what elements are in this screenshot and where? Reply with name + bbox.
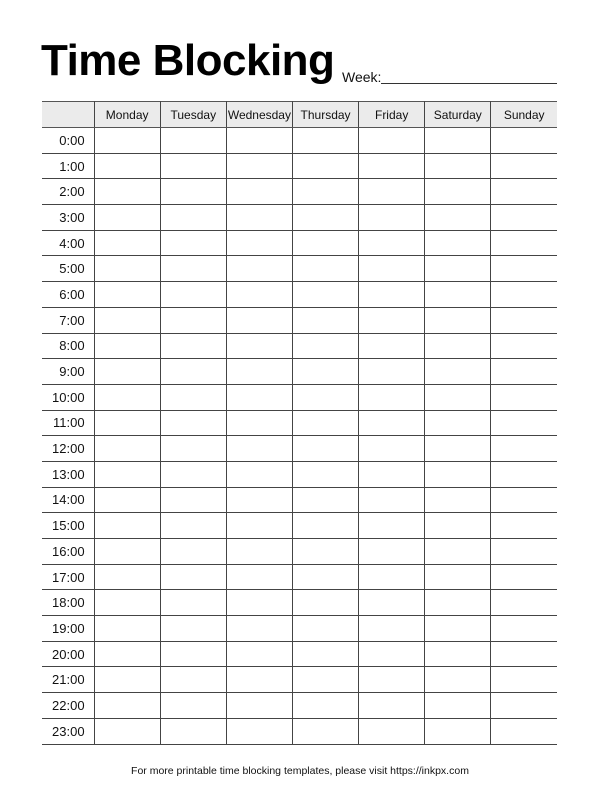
time-slot-thursday[interactable] (292, 230, 358, 256)
hour-label: 23:00 (42, 718, 94, 744)
hour-label: 0:00 (42, 128, 94, 154)
hour-label: 1:00 (42, 153, 94, 179)
hour-label: 2:00 (42, 179, 94, 205)
time-slot-sunday[interactable] (491, 205, 557, 231)
time-slot-friday[interactable] (359, 282, 425, 308)
time-slot-sunday[interactable] (491, 230, 557, 256)
hour-row (42, 307, 557, 333)
time-slot-friday[interactable] (359, 359, 425, 385)
hour-label: 17:00 (42, 564, 94, 590)
time-slot-monday[interactable] (94, 590, 160, 616)
time-slot-thursday[interactable] (292, 564, 358, 590)
day-header-saturday: Saturday (425, 102, 491, 128)
time-slot-saturday[interactable] (425, 616, 491, 642)
hour-row (42, 436, 557, 462)
hour-label: 14:00 (42, 487, 94, 513)
time-slot-wednesday[interactable] (226, 179, 292, 205)
time-slot-tuesday[interactable] (160, 461, 226, 487)
time-slot-friday[interactable] (359, 384, 425, 410)
time-slot-monday[interactable] (94, 461, 160, 487)
time-slot-monday[interactable] (94, 667, 160, 693)
hour-label: 6:00 (42, 282, 94, 308)
time-slot-friday[interactable] (359, 513, 425, 539)
time-slot-sunday[interactable] (491, 461, 557, 487)
page-title: Time Blocking (41, 36, 335, 85)
time-slot-monday[interactable] (94, 693, 160, 719)
time-slot-friday[interactable] (359, 256, 425, 282)
time-slot-saturday[interactable] (425, 590, 491, 616)
time-slot-wednesday[interactable] (226, 718, 292, 744)
time-slot-friday[interactable] (359, 230, 425, 256)
time-slot-thursday[interactable] (292, 410, 358, 436)
hour-row (42, 590, 557, 616)
time-slot-monday[interactable] (94, 128, 160, 154)
time-slot-saturday[interactable] (425, 384, 491, 410)
time-slot-thursday[interactable] (292, 384, 358, 410)
time-slot-thursday[interactable] (292, 307, 358, 333)
time-slot-friday[interactable] (359, 307, 425, 333)
time-slot-saturday[interactable] (425, 153, 491, 179)
time-slot-monday[interactable] (94, 333, 160, 359)
time-slot-sunday[interactable] (491, 539, 557, 565)
time-slot-tuesday[interactable] (160, 359, 226, 385)
time-slot-sunday[interactable] (491, 333, 557, 359)
time-slot-tuesday[interactable] (160, 307, 226, 333)
time-slot-saturday[interactable] (425, 230, 491, 256)
time-slot-wednesday[interactable] (226, 384, 292, 410)
time-slot-thursday[interactable] (292, 590, 358, 616)
time-slot-monday[interactable] (94, 282, 160, 308)
hour-label: 15:00 (42, 513, 94, 539)
time-slot-saturday[interactable] (425, 487, 491, 513)
time-slot-sunday[interactable] (491, 667, 557, 693)
time-slot-wednesday[interactable] (226, 205, 292, 231)
time-slot-thursday[interactable] (292, 616, 358, 642)
day-header-thursday: Thursday (292, 102, 358, 128)
time-slot-saturday[interactable] (425, 333, 491, 359)
hour-row (42, 256, 557, 282)
time-slot-monday[interactable] (94, 256, 160, 282)
time-slot-monday[interactable] (94, 539, 160, 565)
time-slot-saturday[interactable] (425, 667, 491, 693)
time-slot-wednesday[interactable] (226, 487, 292, 513)
hour-label: 7:00 (42, 307, 94, 333)
time-slot-saturday[interactable] (425, 410, 491, 436)
hour-row (42, 539, 557, 565)
time-slot-sunday[interactable] (491, 256, 557, 282)
hour-row (42, 179, 557, 205)
hour-label: 22:00 (42, 693, 94, 719)
time-slot-monday[interactable] (94, 564, 160, 590)
time-slot-wednesday[interactable] (226, 256, 292, 282)
time-slot-sunday[interactable] (491, 282, 557, 308)
time-slot-tuesday[interactable] (160, 410, 226, 436)
time-slot-tuesday[interactable] (160, 333, 226, 359)
time-slot-tuesday[interactable] (160, 590, 226, 616)
hour-row (42, 461, 557, 487)
hour-label: 16:00 (42, 539, 94, 565)
time-slot-tuesday[interactable] (160, 513, 226, 539)
hour-label: 11:00 (42, 410, 94, 436)
time-slot-saturday[interactable] (425, 205, 491, 231)
time-slot-thursday[interactable] (292, 333, 358, 359)
time-slot-wednesday[interactable] (226, 128, 292, 154)
time-slot-sunday[interactable] (491, 153, 557, 179)
time-slot-wednesday[interactable] (226, 282, 292, 308)
hour-row (42, 282, 557, 308)
time-slot-monday[interactable] (94, 359, 160, 385)
hour-label: 10:00 (42, 384, 94, 410)
time-slot-sunday[interactable] (491, 487, 557, 513)
time-slot-saturday[interactable] (425, 718, 491, 744)
time-slot-monday[interactable] (94, 487, 160, 513)
time-slot-sunday[interactable] (491, 410, 557, 436)
time-slot-thursday[interactable] (292, 641, 358, 667)
hour-row (42, 718, 557, 744)
day-header-monday: Monday (94, 102, 160, 128)
day-header-friday: Friday (359, 102, 425, 128)
time-slot-saturday[interactable] (425, 564, 491, 590)
time-blocking-grid (42, 101, 557, 745)
hour-label: 8:00 (42, 333, 94, 359)
time-slot-monday[interactable] (94, 307, 160, 333)
hour-row (42, 487, 557, 513)
time-slot-sunday[interactable] (491, 641, 557, 667)
time-slot-friday[interactable] (359, 410, 425, 436)
time-slot-saturday[interactable] (425, 539, 491, 565)
time-slot-wednesday[interactable] (226, 641, 292, 667)
time-slot-tuesday[interactable] (160, 718, 226, 744)
time-slot-monday[interactable] (94, 205, 160, 231)
time-slot-friday[interactable] (359, 564, 425, 590)
week-label: Week: (342, 69, 382, 85)
hour-label: 4:00 (42, 230, 94, 256)
time-slot-wednesday[interactable] (226, 616, 292, 642)
hour-label: 3:00 (42, 205, 94, 231)
time-slot-monday[interactable] (94, 641, 160, 667)
day-header-tuesday: Tuesday (160, 102, 226, 128)
time-slot-monday[interactable] (94, 616, 160, 642)
time-slot-tuesday[interactable] (160, 539, 226, 565)
time-slot-sunday[interactable] (491, 590, 557, 616)
time-slot-thursday[interactable] (292, 539, 358, 565)
time-slot-friday[interactable] (359, 179, 425, 205)
time-slot-monday[interactable] (94, 230, 160, 256)
hour-row (42, 641, 557, 667)
time-slot-friday[interactable] (359, 539, 425, 565)
time-slot-sunday[interactable] (491, 436, 557, 462)
time-slot-saturday[interactable] (425, 179, 491, 205)
time-slot-wednesday[interactable] (226, 333, 292, 359)
time-slot-sunday[interactable] (491, 693, 557, 719)
header-row (42, 102, 557, 128)
time-slot-wednesday[interactable] (226, 307, 292, 333)
hour-label: 18:00 (42, 590, 94, 616)
time-slot-tuesday[interactable] (160, 128, 226, 154)
time-slot-tuesday[interactable] (160, 384, 226, 410)
time-slot-friday[interactable] (359, 461, 425, 487)
time-slot-sunday[interactable] (491, 128, 557, 154)
week-input-line[interactable] (381, 83, 557, 84)
hour-label: 5:00 (42, 256, 94, 282)
time-slot-thursday[interactable] (292, 179, 358, 205)
time-slot-friday[interactable] (359, 667, 425, 693)
time-slot-thursday[interactable] (292, 256, 358, 282)
time-slot-sunday[interactable] (491, 384, 557, 410)
time-slot-tuesday[interactable] (160, 564, 226, 590)
hour-row (42, 153, 557, 179)
time-slot-sunday[interactable] (491, 359, 557, 385)
time-slot-friday[interactable] (359, 333, 425, 359)
hour-label: 21:00 (42, 667, 94, 693)
hour-label: 12:00 (42, 436, 94, 462)
footer-note: For more printable time blocking templates, please visit https://inkpx.com (131, 765, 469, 777)
time-slot-wednesday[interactable] (226, 153, 292, 179)
corner-cell (42, 102, 94, 128)
time-slot-friday[interactable] (359, 128, 425, 154)
time-slot-saturday[interactable] (425, 461, 491, 487)
time-slot-wednesday[interactable] (226, 436, 292, 462)
time-slot-tuesday[interactable] (160, 436, 226, 462)
time-slot-thursday[interactable] (292, 282, 358, 308)
time-slot-wednesday[interactable] (226, 461, 292, 487)
time-slot-friday[interactable] (359, 436, 425, 462)
time-slot-wednesday[interactable] (226, 667, 292, 693)
time-slot-thursday[interactable] (292, 436, 358, 462)
time-slot-friday[interactable] (359, 641, 425, 667)
hour-label: 20:00 (42, 641, 94, 667)
time-slot-sunday[interactable] (491, 179, 557, 205)
hour-row (42, 693, 557, 719)
time-slot-friday[interactable] (359, 718, 425, 744)
time-slot-saturday[interactable] (425, 256, 491, 282)
time-slot-friday[interactable] (359, 693, 425, 719)
time-slot-saturday[interactable] (425, 359, 491, 385)
time-slot-friday[interactable] (359, 487, 425, 513)
time-slot-tuesday[interactable] (160, 693, 226, 719)
time-slot-monday[interactable] (94, 436, 160, 462)
time-slot-tuesday[interactable] (160, 179, 226, 205)
time-slot-saturday[interactable] (425, 307, 491, 333)
hour-row (42, 513, 557, 539)
time-slot-saturday[interactable] (425, 436, 491, 462)
hour-row (42, 564, 557, 590)
time-slot-saturday[interactable] (425, 641, 491, 667)
time-slot-saturday[interactable] (425, 513, 491, 539)
time-slot-monday[interactable] (94, 513, 160, 539)
hour-row (42, 128, 557, 154)
time-slot-tuesday[interactable] (160, 487, 226, 513)
time-slot-wednesday[interactable] (226, 513, 292, 539)
time-slot-friday[interactable] (359, 616, 425, 642)
time-slot-wednesday[interactable] (226, 590, 292, 616)
hour-row (42, 384, 557, 410)
day-header-sunday: Sunday (491, 102, 557, 128)
time-slot-tuesday[interactable] (160, 641, 226, 667)
time-slot-wednesday[interactable] (226, 564, 292, 590)
hour-row (42, 205, 557, 231)
time-slot-thursday[interactable] (292, 153, 358, 179)
time-slot-monday[interactable] (94, 179, 160, 205)
time-slot-friday[interactable] (359, 205, 425, 231)
time-slot-thursday[interactable] (292, 667, 358, 693)
hour-row (42, 230, 557, 256)
time-slot-tuesday[interactable] (160, 153, 226, 179)
hour-row (42, 333, 557, 359)
time-slot-sunday[interactable] (491, 564, 557, 590)
hour-row (42, 667, 557, 693)
time-slot-sunday[interactable] (491, 513, 557, 539)
time-slot-friday[interactable] (359, 590, 425, 616)
hour-label: 19:00 (42, 616, 94, 642)
time-slot-sunday[interactable] (491, 307, 557, 333)
time-slot-saturday[interactable] (425, 282, 491, 308)
time-slot-saturday[interactable] (425, 693, 491, 719)
time-slot-wednesday[interactable] (226, 230, 292, 256)
time-slot-monday[interactable] (94, 153, 160, 179)
hour-label: 9:00 (42, 359, 94, 385)
hour-row (42, 359, 557, 385)
time-slot-thursday[interactable] (292, 128, 358, 154)
time-slot-thursday[interactable] (292, 693, 358, 719)
time-slot-tuesday[interactable] (160, 230, 226, 256)
time-slot-friday[interactable] (359, 153, 425, 179)
time-slot-thursday[interactable] (292, 205, 358, 231)
time-slot-sunday[interactable] (491, 616, 557, 642)
time-slot-tuesday[interactable] (160, 616, 226, 642)
day-header-wednesday: Wednesday (226, 102, 292, 128)
time-slot-thursday[interactable] (292, 513, 358, 539)
hour-label: 13:00 (42, 461, 94, 487)
time-slot-thursday[interactable] (292, 359, 358, 385)
time-slot-wednesday[interactable] (226, 693, 292, 719)
hour-row (42, 410, 557, 436)
time-slot-thursday[interactable] (292, 487, 358, 513)
time-slot-monday[interactable] (94, 410, 160, 436)
time-slot-sunday[interactable] (491, 718, 557, 744)
hour-row (42, 616, 557, 642)
time-slot-tuesday[interactable] (160, 282, 226, 308)
time-slot-tuesday[interactable] (160, 667, 226, 693)
time-slot-monday[interactable] (94, 718, 160, 744)
time-slot-wednesday[interactable] (226, 539, 292, 565)
time-slot-tuesday[interactable] (160, 205, 226, 231)
time-slot-wednesday[interactable] (226, 410, 292, 436)
time-slot-thursday[interactable] (292, 718, 358, 744)
time-slot-tuesday[interactable] (160, 256, 226, 282)
time-slot-saturday[interactable] (425, 128, 491, 154)
time-slot-thursday[interactable] (292, 461, 358, 487)
time-slot-wednesday[interactable] (226, 359, 292, 385)
time-slot-monday[interactable] (94, 384, 160, 410)
